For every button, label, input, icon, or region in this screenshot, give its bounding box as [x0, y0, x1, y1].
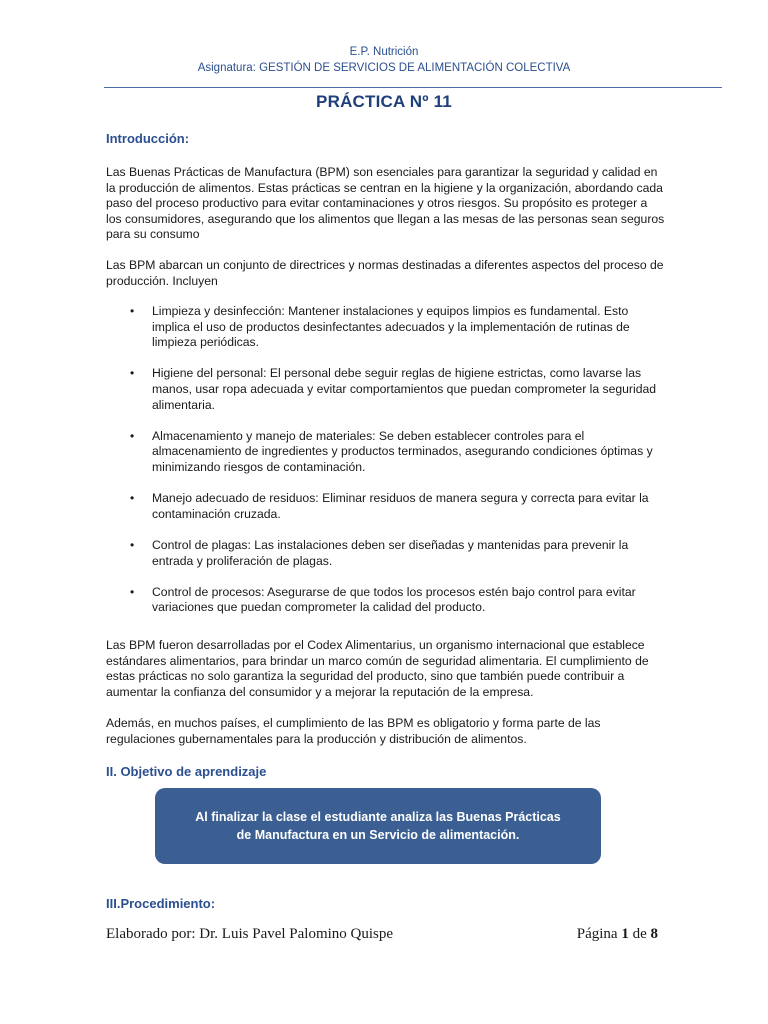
total-pages: 8: [650, 926, 658, 942]
bullet-icon: •: [130, 584, 135, 599]
bullet-icon: •: [130, 491, 135, 506]
header-divider: [104, 87, 722, 88]
intro-paragraph-2: Las BPM abarcan un conjunto de directrices y normas destinadas a diferentes aspectos del proceso de producción. Incluyen: [106, 258, 664, 288]
bullet-icon: •: [130, 304, 135, 318]
list-item: • Almacenamiento y manejo de materiales: Se deben establecer controles para el almacenamiento de ingredientes y productos terminados, asegurando condiciones óptimas y minimizando riesgos de contaminación.: [130, 428, 653, 474]
page-title: PRÁCTICA Nº 11: [316, 92, 452, 111]
intro-paragraph-4: Además, en muchos países, el cumplimiento de las BPM es obligatorio y forma parte de las regulaciones gubernamentales para la producción y distribución de alimentos.: [106, 716, 601, 746]
bpm-aspects-list: [106, 304, 666, 631]
list-item: • Control de plagas: Las instalaciones deben ser diseñadas y mantenidas para prevenir la entrada y proliferación de plagas.: [130, 537, 629, 568]
footer-page-number: Página 1 de 8: [576, 926, 658, 942]
procedure-heading: III.Procedimiento:: [106, 896, 216, 911]
objective-text: Al finalizar la clase el estudiante analiza las Buenas Prácticas de Manufactura en un Servicio de alimentación.: [195, 810, 561, 842]
introduction-heading: Introducción:: [106, 131, 190, 146]
current-page: 1: [621, 926, 629, 942]
page-header: [0, 44, 768, 76]
list-item: • Control de procesos: Asegurarse de que todos los procesos estén bajo control para evitar variaciones que puedan comprometer la calidad del producto.: [130, 584, 636, 615]
list-item: • Limpieza y desinfección: Mantener instalaciones y equipos limpios es fundamental. Esto implica el uso de productos desinfectantes adecuados y la implementación de rutinas de limpieza periódicas.: [130, 304, 630, 350]
header-school: E.P. Nutrición: [349, 46, 419, 58]
footer-author: Elaborado por: Dr. Luis Pavel Palomino Quispe: [106, 926, 394, 942]
list-item: • Manejo adecuado de residuos: Eliminar residuos de manera segura y correcta para evitar la contaminación cruzada.: [130, 491, 649, 521]
intro-paragraph-1: Las Buenas Prácticas de Manufactura (BPM) son esenciales para garantizar la seguridad y calidad en la producción de alimentos. Estas prácticas se centran en la higiene y la organización, abordando cada paso del proceso productivo para evitar contaminaciones y otros riesgos. Su propósito es proteger a los consumidores, asegurando que los alimentos que llegan a las mesas de las personas sean seguros para su consumo: [106, 165, 665, 242]
header-subject: Asignatura: GESTIÓN DE SERVICIOS DE ALIMENTACIÓN COLECTIVA: [197, 62, 571, 74]
list-item: • Higiene del personal: El personal debe seguir reglas de higiene estrictas, como lavarse las manos, usar ropa adecuada y evitar comportamientos que puedan comprometer la seguridad alimentaria.: [130, 366, 657, 412]
bullet-icon: •: [130, 428, 135, 443]
bullet-icon: •: [130, 537, 135, 552]
objective-heading: II. Objetivo de aprendizaje: [106, 764, 267, 779]
intro-paragraph-3: Las BPM fueron desarrolladas por el Codex Alimentarius, un organismo internacional que establece estándares alimentarios, para brindar un marco común de seguridad alimentaria. El cumplimiento de estas prácticas no solo garantiza la seguridad del producto, sino que también puede contribuir a aumentar la confianza del consumidor y a mejorar la reputación de la empresa.: [106, 638, 649, 699]
objective-callout: [155, 788, 601, 864]
bullet-icon: •: [130, 366, 135, 381]
